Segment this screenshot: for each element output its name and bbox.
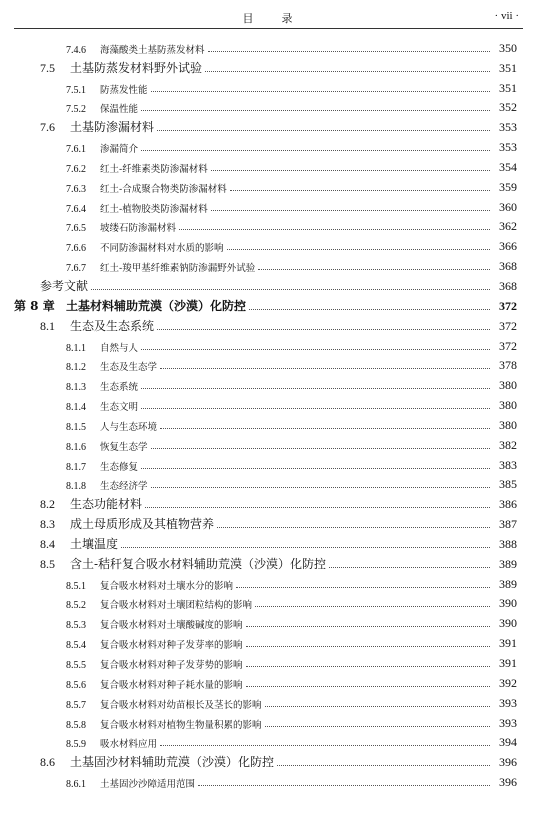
toc-entry-page: 378 <box>499 358 517 373</box>
toc-entry-page: 353 <box>499 120 517 135</box>
toc-entry-title: 生态系统 <box>100 382 139 394</box>
toc-entry-title: 生态功能材料 <box>70 497 143 512</box>
toc-entry-page: 352 <box>499 100 517 115</box>
toc-entry <box>0 215 537 235</box>
dot-leader <box>329 566 490 568</box>
toc-entry <box>0 195 537 215</box>
toc-entry-number: 8.5.4 <box>66 640 86 652</box>
toc-entry-page: 393 <box>499 695 517 710</box>
toc-entry-page: 351 <box>499 60 517 75</box>
toc-entry-number: 8.1.1 <box>66 342 86 354</box>
toc-entry <box>0 453 537 473</box>
toc-entry <box>0 691 537 711</box>
toc-entry-number: 8.5.2 <box>66 600 86 612</box>
toc-entry-page: 368 <box>499 259 517 274</box>
dot-leader <box>141 467 490 469</box>
toc-entry-number: 7.6.3 <box>66 183 86 195</box>
dot-leader <box>217 526 490 528</box>
toc-entry-number: 8.1.7 <box>66 461 86 473</box>
dot-leader <box>249 308 490 310</box>
dot-leader <box>179 228 490 230</box>
toc-entry <box>0 750 537 770</box>
toc-entry-number: 8.1.5 <box>66 421 86 433</box>
dot-leader <box>151 486 490 488</box>
dot-leader <box>208 50 490 52</box>
dot-leader <box>121 546 490 548</box>
toc-entry-number: 8.5.1 <box>66 580 86 592</box>
toc-entry-title: 复合吸水材料对幼苗根长及茎长的影响 <box>100 699 262 711</box>
toc-entry <box>0 175 537 195</box>
toc-entry-title: 含土-秸秆复合吸水材料辅助荒漠（沙漠）化防控 <box>70 556 327 571</box>
toc-entry-title: 复合吸水材料对植物生物量积累的影响 <box>100 719 262 731</box>
toc-entry-title: 恢复生态学 <box>100 441 148 453</box>
toc-entry <box>0 115 537 135</box>
toc-entry <box>0 393 537 413</box>
toc-entry-title: 参考文献 <box>40 278 89 293</box>
toc-entry-number: 8.1.8 <box>66 481 86 493</box>
toc-entry-page: 351 <box>499 80 517 95</box>
toc-entry-title: 保温性能 <box>100 104 139 116</box>
running-header <box>14 8 523 29</box>
toc-entry <box>0 314 537 334</box>
toc-entry-page: 390 <box>499 616 517 631</box>
toc-entry-page: 360 <box>499 199 517 214</box>
toc-entry-number: 8.5.8 <box>66 719 86 731</box>
dot-leader <box>198 784 490 786</box>
dot-leader <box>160 367 490 369</box>
toc-entry <box>0 631 537 651</box>
toc-entry-number: 8.1.4 <box>66 402 86 414</box>
toc-entry-number: 7.5.1 <box>66 84 86 96</box>
toc-entry-title: 复合吸水材料对种子发芽率的影响 <box>100 640 243 652</box>
toc-entry-title: 人与生态环境 <box>100 421 158 433</box>
toc-entry-title: 复合吸水材料对土壤水分的影响 <box>100 580 234 592</box>
toc-entry <box>0 552 537 572</box>
toc-entry-title: 土基材料辅助荒漠（沙漠）化防控 <box>66 298 247 313</box>
toc-entry-number: 8.2 <box>40 497 55 512</box>
header-page-number: · vii · <box>494 10 519 22</box>
toc-entry-number: 7.6.4 <box>66 203 86 215</box>
toc-entry-page: 359 <box>499 179 517 194</box>
dot-leader <box>255 605 490 607</box>
toc-entry-title: 生态经济学 <box>100 481 148 493</box>
toc-entry-title: 复合吸水材料对土壤酸碱度的影响 <box>100 620 243 632</box>
toc-entry-page: 389 <box>499 556 517 571</box>
toc-entry <box>0 651 537 671</box>
toc-entry <box>0 36 537 56</box>
toc-entry-title: 成土母质形成及其植物营养 <box>70 517 215 532</box>
toc-entry-page: 372 <box>499 318 517 333</box>
dot-leader <box>151 90 490 92</box>
toc-entry <box>0 711 537 731</box>
toc-entry-page: 372 <box>499 298 517 313</box>
toc-entry-number: 8.5.7 <box>66 699 86 711</box>
toc-entry <box>0 611 537 631</box>
dot-leader <box>265 725 490 727</box>
toc-entry-title: 渗漏简介 <box>100 144 139 156</box>
toc-entry-page: 391 <box>499 636 517 651</box>
toc-entry-number: 8.5 <box>40 556 55 571</box>
toc-entry <box>0 135 537 155</box>
toc-entry-number: 8.5.3 <box>66 620 86 632</box>
toc-entry-page: 380 <box>499 378 517 393</box>
toc-entry-title: 土基防蒸发材料野外试验 <box>70 60 203 75</box>
toc-entry <box>0 56 537 76</box>
toc-entry-number: 8.6.1 <box>66 779 86 791</box>
toc-references-entry <box>0 274 537 294</box>
toc-entry-title: 自然与人 <box>100 342 139 354</box>
toc-entry-title: 不同防渗漏材料对水质的影响 <box>100 243 224 255</box>
toc-entry <box>0 155 537 175</box>
toc-entry-number: 7.6.5 <box>66 223 86 235</box>
toc-entry-title: 土壤温度 <box>70 536 119 551</box>
dot-leader <box>145 506 490 508</box>
toc-entry-page: 380 <box>499 398 517 413</box>
toc-entry-number: 7.4.6 <box>66 44 86 56</box>
toc-entry-title: 坡缕石防渗漏材料 <box>100 223 177 235</box>
toc-entry-number: 8.5.9 <box>66 739 86 751</box>
dot-leader <box>91 288 490 290</box>
dot-leader <box>211 169 490 171</box>
toc-entry-title: 生态修复 <box>100 461 139 473</box>
toc-entry-number: 8.1 <box>40 318 55 333</box>
toc-entry-title: 吸水材料应用 <box>100 739 158 751</box>
toc-entry-page: 386 <box>499 497 517 512</box>
toc-entry-number: 8.1.2 <box>66 362 86 374</box>
dot-leader <box>160 427 490 429</box>
toc-entry-title: 红土-合成聚合物类防渗漏材料 <box>100 183 227 195</box>
toc-entry <box>0 76 537 96</box>
toc-chapter-entry <box>0 294 537 314</box>
dot-leader <box>160 744 490 746</box>
toc-entry-title: 生态及生态学 <box>100 362 158 374</box>
toc-entry-number: 8.6 <box>40 755 55 770</box>
dot-leader <box>236 586 490 588</box>
toc-entry-title: 生态及生态系统 <box>70 318 155 333</box>
toc-entry-title: 防蒸发性能 <box>100 84 148 96</box>
dot-leader <box>157 328 490 330</box>
toc-entry-page: 385 <box>499 477 517 492</box>
toc-entry <box>0 254 537 274</box>
toc-entry-page: 354 <box>499 159 517 174</box>
toc-entry-page: 383 <box>499 457 517 472</box>
toc-entry-number: 7.5.2 <box>66 104 86 116</box>
toc-entry-number: 7.6.2 <box>66 163 86 175</box>
dot-leader <box>246 625 490 627</box>
dot-leader <box>265 705 490 707</box>
toc-entry-page: 366 <box>499 239 517 254</box>
toc-entry-title: 红土-纤维素类防渗漏材料 <box>100 163 208 175</box>
toc-entry-page: 350 <box>499 40 517 55</box>
toc-entry <box>0 234 537 254</box>
toc-entry-title: 红土-羧甲基纤维素钠防渗漏野外试验 <box>100 263 256 275</box>
toc-entry-title: 土基防渗漏材料 <box>70 120 155 135</box>
toc-entry-page: 391 <box>499 656 517 670</box>
dot-leader <box>205 70 490 72</box>
toc-entry-number: 8.5.5 <box>66 660 86 671</box>
toc-entry <box>0 592 537 612</box>
toc-entry-title: 复合吸水材料对种子发芽势的影响 <box>100 660 243 671</box>
toc-entry-number: 7.6.1 <box>66 144 86 156</box>
dot-leader <box>227 248 490 250</box>
toc-entry <box>0 373 537 393</box>
dot-leader <box>277 764 490 766</box>
toc-entry-title: 海藻酸类土基防蒸发材料 <box>100 44 205 56</box>
toc-entry <box>0 512 537 532</box>
toc-entry <box>0 96 537 116</box>
toc-entry-page: 396 <box>499 775 517 790</box>
toc-entry-page: 382 <box>499 437 517 452</box>
toc-entry-page: 393 <box>499 715 517 730</box>
dot-leader <box>157 129 490 131</box>
toc-entry-page: 380 <box>499 417 517 432</box>
toc-entry-title: 土基固沙材料辅助荒漠（沙漠）化防控 <box>70 755 275 770</box>
toc-entry-number: 7.5 <box>40 60 55 75</box>
toc-entry <box>0 770 537 790</box>
toc-entry-page: 387 <box>499 517 517 532</box>
toc-entry <box>0 671 537 691</box>
toc-entry-number: 第 8 章 <box>14 298 55 313</box>
dot-leader <box>141 348 490 350</box>
dot-leader <box>151 447 490 449</box>
toc-entry <box>0 354 537 374</box>
toc-entry-number: 8.1.6 <box>66 441 86 453</box>
toc-entry <box>0 433 537 453</box>
table-of-contents <box>0 36 537 790</box>
dot-leader <box>141 407 490 409</box>
dot-leader <box>230 189 490 191</box>
dot-leader <box>141 109 490 111</box>
toc-entry-number: 8.1.3 <box>66 382 86 394</box>
dot-leader <box>258 268 490 270</box>
toc-entry-number: 8.4 <box>40 536 55 551</box>
dot-leader <box>246 665 490 667</box>
toc-entry-number: 7.6.7 <box>66 263 86 275</box>
toc-entry-page: 388 <box>499 536 517 551</box>
toc-entry-page: 368 <box>499 278 517 293</box>
toc-entry-title: 红土-植物胶类防渗漏材料 <box>100 203 208 215</box>
toc-entry-page: 390 <box>499 596 517 611</box>
toc-entry <box>0 731 537 751</box>
toc-entry-title: 复合吸水材料对土壤团粒结构的影响 <box>100 600 253 612</box>
dot-leader <box>141 387 490 389</box>
dot-leader <box>246 645 490 647</box>
dot-leader <box>211 209 490 211</box>
toc-entry <box>0 492 537 512</box>
toc-entry-page: 396 <box>499 755 517 770</box>
toc-entry-number: 7.6.6 <box>66 243 86 255</box>
toc-entry-page: 362 <box>499 219 517 234</box>
toc-entry-title: 复合吸水材料对种子耗水量的影响 <box>100 679 243 691</box>
toc-entry-number: 8.3 <box>40 517 55 532</box>
toc-entry-title: 土基固沙沙障适用范围 <box>100 779 196 791</box>
toc-entry-number: 8.5.6 <box>66 679 86 691</box>
toc-entry <box>0 413 537 433</box>
toc-entry-page: 353 <box>499 140 517 155</box>
toc-entry-number: 7.6 <box>40 120 55 135</box>
toc-entry-page: 392 <box>499 675 517 690</box>
toc-entry-page: 394 <box>499 735 517 750</box>
toc-entry-page: 372 <box>499 338 517 353</box>
header-title: 目 录 <box>242 12 295 25</box>
toc-entry-page: 389 <box>499 576 517 591</box>
toc-entry-title: 生态文明 <box>100 402 139 414</box>
dot-leader <box>246 685 490 687</box>
toc-entry <box>0 572 537 592</box>
dot-leader <box>141 149 490 151</box>
toc-entry <box>0 473 537 493</box>
toc-entry <box>0 532 537 552</box>
toc-entry <box>0 334 537 354</box>
